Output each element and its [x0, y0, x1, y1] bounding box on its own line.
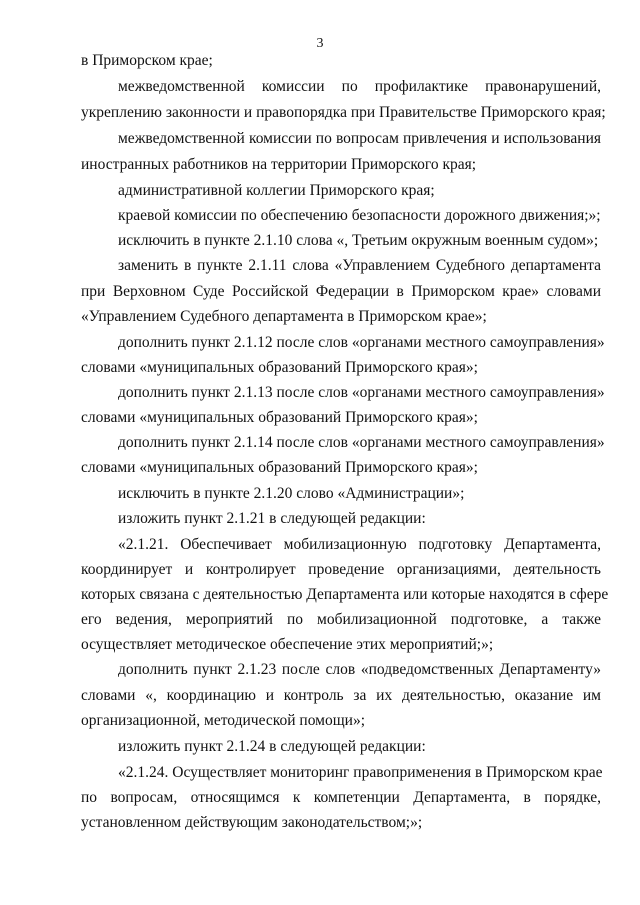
- text-line: межведомственной комиссии по профилактике правонарушений,: [118, 78, 601, 95]
- text-line: дополнить пункт 2.1.12 после слов «органами местного самоуправления»: [118, 334, 605, 351]
- text-line: словами «муниципальных образований Приморского края»;: [81, 409, 478, 426]
- text-line: организационной, методической помощи»;: [81, 712, 365, 729]
- text-line: по вопросам, относящимся к компетенции Департамента, в порядке,: [81, 789, 601, 806]
- text-line: заменить в пункте 2.1.11 слова «Управлением Судебного департамента: [118, 257, 601, 274]
- text-line: его ведения, мероприятий по мобилизационной подготовке, а также: [81, 611, 601, 628]
- text-line: исключить в пункте 2.1.20 слово «Администрации»;: [118, 485, 465, 502]
- text-line: «Управлением Судебного департамента в Приморском крае»;: [81, 308, 487, 325]
- text-line: межведомственной комиссии по вопросам привлечения и использования: [118, 130, 601, 147]
- text-line: словами «муниципальных образований Приморского края»;: [81, 459, 478, 476]
- text-line: «2.1.24. Осуществляет мониторинг правоприменения в Приморском крае: [118, 764, 603, 781]
- text-line: «2.1.21. Обеспечивает мобилизационную подготовку Департамента,: [118, 536, 601, 553]
- text-line: при Верховном Суде Российской Федерации в Приморском крае» словами: [81, 283, 601, 300]
- text-line: дополнить пункт 2.1.14 после слов «органами местного самоуправления»: [118, 434, 605, 451]
- text-line: краевой комиссии по обеспечению безопасности дорожного движения;»;: [118, 207, 601, 224]
- text-line: исключить в пункте 2.1.10 слова «, Третьим окружным военным судом»;: [118, 232, 599, 249]
- text-line: изложить пункт 2.1.21 в следующей редакции:: [118, 510, 426, 527]
- text-line: словами «муниципальных образований Приморского края»;: [81, 359, 478, 376]
- text-line: иностранных работников на территории Приморского края;: [81, 156, 477, 173]
- text-line: осуществляет методическое обеспечение этих мероприятий;»;: [81, 636, 494, 653]
- text-line: административной коллегии Приморского края;: [118, 182, 435, 199]
- page-number: 3: [316, 36, 324, 51]
- text-line: дополнить пункт 2.1.13 после слов «органами местного самоуправления»: [118, 384, 605, 401]
- text-line: установленном действующим законодательством;»;: [81, 814, 423, 831]
- text-line: которых связана с деятельностью Департамента или которые находятся в сфере: [81, 586, 609, 603]
- text-line: координирует и контролирует проведение организациями, деятельность: [81, 561, 601, 578]
- text-line: изложить пункт 2.1.24 в следующей редакции:: [118, 738, 426, 755]
- text-line: в Приморском крае;: [81, 52, 213, 69]
- text-line: словами «, координацию и контроль за их деятельностью, оказание им: [81, 687, 601, 704]
- text-line: дополнить пункт 2.1.23 после слов «подведомственных Департаменту»: [118, 661, 601, 678]
- text-line: укреплению законности и правопорядка при Правительстве Приморского края;: [81, 104, 606, 121]
